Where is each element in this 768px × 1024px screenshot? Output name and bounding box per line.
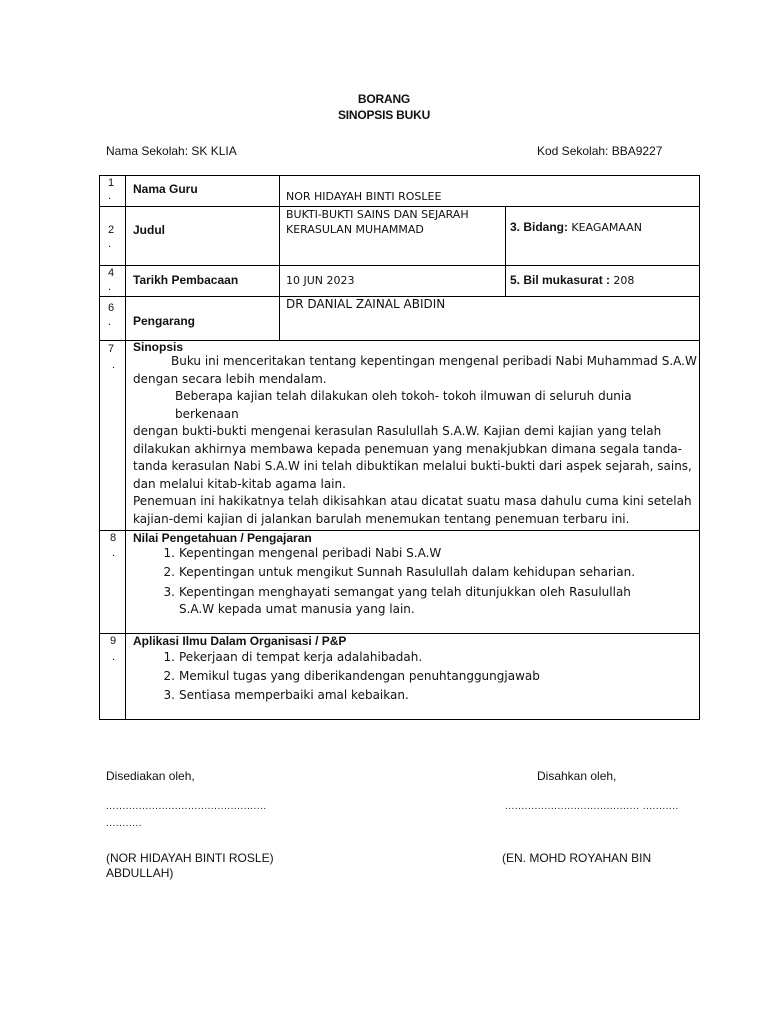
value-pengarang: DR DANIAL ZAINAL ABIDIN [286, 297, 446, 311]
approved-by-signature-line: ......................................... ........... [505, 801, 679, 812]
row-number: 2 [108, 224, 115, 236]
sinopsis-line: tanda kerasulan Nabi S.A.W ini telah dibuktikan melalui bukti-bukti dari aspek sejarah, sains, [133, 459, 692, 473]
approved-by-label: Disahkan oleh, [537, 769, 617, 783]
list-item: 3. Kepentingan menghayati semangat yang telah ditunjukkan oleh Rasulullah S.A.W kepada umat manusia yang lain. [163, 585, 631, 616]
form-title: BORANG [357, 92, 411, 106]
approved-by-name: (EN. MOHD ROYAHAN BIN [502, 851, 652, 865]
row-number: 8 [110, 532, 117, 544]
value-bidang: KEAGAMAAN [571, 221, 642, 234]
row-number-dot: . [108, 316, 112, 328]
value-judul-line2: KERASULAN MUHAMMAD [286, 223, 424, 236]
form-subtitle: SINOPSIS BUKU [337, 108, 431, 122]
row-number: 1 [108, 177, 115, 189]
label-aplikasi: Aplikasi Ilmu Dalam Organisasi / P&P [133, 634, 347, 648]
label-judul: Judul [133, 223, 165, 237]
sinopsis-line: dilakukan akhirnya membawa kepada penemuan yang menakjubkan dimana segala tanda- [133, 441, 682, 456]
label-sinopsis: Sinopsis [133, 340, 184, 354]
list-item: 2. Kepentingan untuk mengikut Sunnah Rasulullah dalam kehidupan seharian. [163, 565, 636, 579]
sinopsis-line: Buku ini menceritakan tentang kepentingan mengenal peribadi Nabi Muhammad S.A.W [171, 354, 697, 368]
bidang-field [510, 220, 642, 234]
sinopsis-line: Beberapa kajian telah dilakukan oleh tokoh- tokoh ilmuwan di seluruh dunia berkenaan [175, 389, 632, 421]
label-mukasurat: 5. Bil mukasurat : [510, 273, 611, 287]
row-number: 7 [108, 343, 115, 355]
row-number-dot: . [108, 281, 112, 293]
label-tarikh: Tarikh Pembacaan [133, 273, 239, 287]
sinopsis-line: dan melalui kitab-kitab agama lain. [133, 476, 346, 491]
list-item: 1. Kepentingan mengenal peribadi Nabi S.A.W [163, 546, 442, 560]
sinopsis-text [133, 353, 698, 528]
row-number-dot: . [108, 190, 112, 202]
row-number: 9 [110, 635, 117, 647]
list-item: 3. Sentiasa memperbaiki amal kebaikan. [163, 688, 409, 702]
prepared-by-signature-line: ................................................. [106, 801, 267, 812]
prepared-by-name: (NOR HIDAYAH BINTI ROSLE) [106, 851, 274, 865]
label-nama-guru: Nama Guru [133, 182, 198, 196]
list-item: 1. Pekerjaan di tempat kerja adalahibadah. [163, 650, 423, 664]
school-name: Nama Sekolah: SK KLIA [106, 144, 237, 158]
list-item: 2. Memikul tugas yang diberikandengan penuhtanggungjawab [163, 669, 540, 683]
sinopsis-line: kajian-demi kajian di jalankan barulah menemukan tentang penemuan terbaru ini. [133, 511, 630, 526]
label-pengarang: Pengarang [133, 314, 196, 328]
label-nilai: Nilai Pengetahuan / Pengajaran [133, 531, 312, 545]
mukasurat-field [510, 273, 634, 287]
value-tarikh: 10 JUN 2023 [286, 274, 355, 287]
prepared-by-signature-line-wrap: ........... [106, 818, 143, 829]
prepared-by-label: Disediakan oleh, [106, 769, 195, 783]
row-number: 6 [108, 302, 115, 314]
row-number-dot: . [112, 359, 116, 371]
row-number-dot: . [112, 651, 116, 663]
row-number-dot: . [112, 547, 116, 559]
value-nama-guru: NOR HIDAYAH BINTI ROSLEE [286, 190, 442, 203]
sinopsis-line: dengan bukti-bukti mengenai kerasulan Rasulullah S.A.W. Kajian demi kajian yang telah [133, 424, 662, 438]
sinopsis-line: Penemuan ini hakikatnya telah dikisahkan atau dicatat suatu masa dahulu cuma kini setelah [133, 494, 692, 508]
sinopsis-line: dengan secara lebih mendalam. [133, 371, 327, 386]
value-judul-line1: BUKTI-BUKTI SAINS DAN SEJARAH [286, 208, 469, 221]
label-bidang: 3. Bidang: [510, 220, 569, 234]
row-number: 4 [108, 267, 115, 279]
value-mukasurat: 208 [613, 274, 635, 287]
approved-by-name-wrap: ABDULLAH) [106, 866, 174, 880]
row-number-dot: . [108, 238, 112, 250]
school-code: Kod Sekolah: BBA9227 [537, 144, 663, 158]
